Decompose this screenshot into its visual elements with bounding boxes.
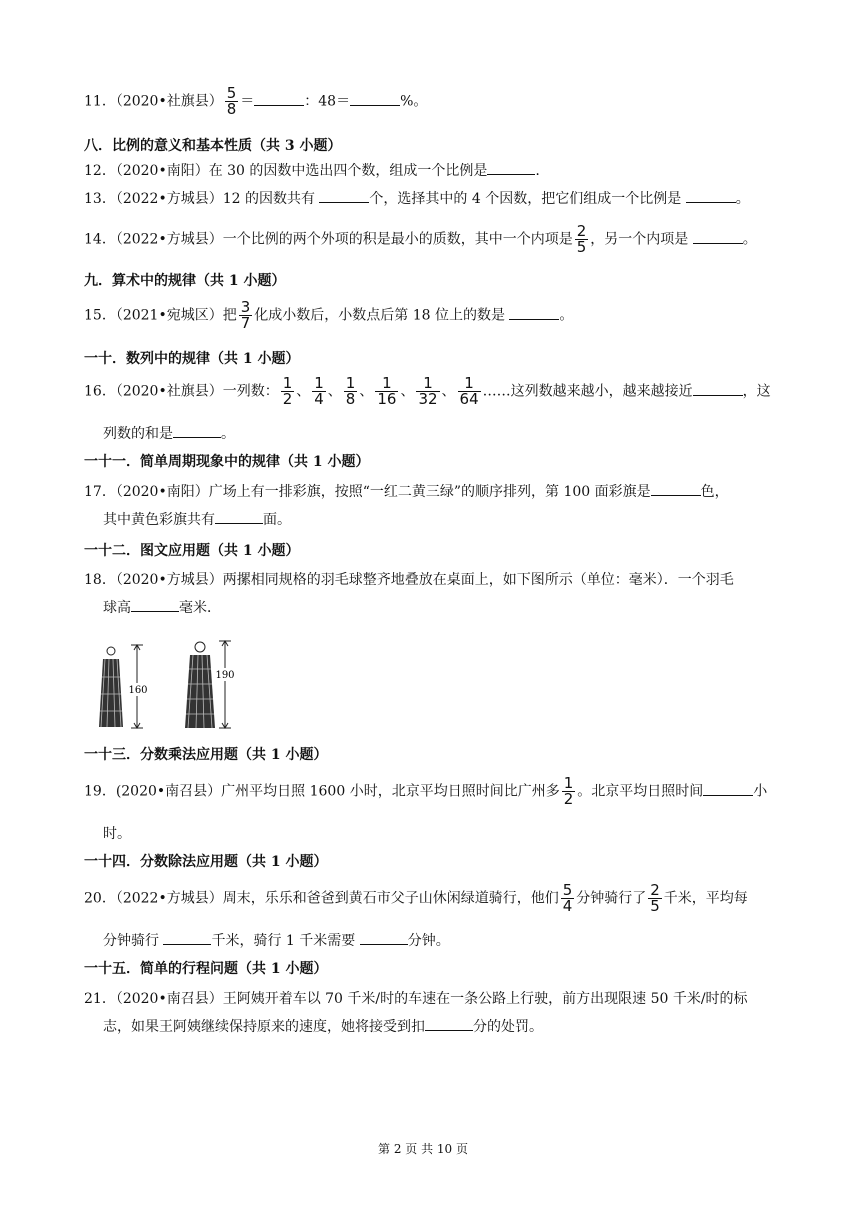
fraction: $\frac{2}{5}$ — [650, 881, 660, 915]
answer-blank[interactable] — [173, 423, 221, 438]
fraction: $\frac{1}{2}$ — [563, 774, 574, 808]
svg-text:160: 160 — [128, 685, 148, 696]
answer-blank[interactable] — [425, 1016, 473, 1031]
fraction: $\frac{5}{8}$ — [226, 84, 237, 118]
question-11: 11．（2020•社旗县） $\frac{5}{8}$ ＝ ：48＝ %。 — [84, 84, 428, 118]
question-13: 13．（2022•方城县）12 的因数共有 个，选择其中的 4 个因数，把它们组成一个比例是 。 — [84, 188, 750, 210]
answer-blank[interactable] — [703, 781, 753, 796]
section-heading-8: 八．比例的意义和基本性质（共 3 小题） — [84, 138, 342, 154]
answer-blank[interactable] — [350, 91, 400, 106]
question-20-line2: 分钟骑行 千米，骑行 1 千米需要 分钟。 — [103, 930, 450, 952]
question-17-line2: 其中黄色彩旗共有 面。 — [103, 509, 291, 531]
fraction: $\frac{1}{8}$ — [345, 374, 356, 408]
fraction: $\frac{1}{64}$ — [459, 374, 479, 408]
section-heading-11: 一十一．简单周期现象中的规律（共 1 小题） — [84, 454, 370, 470]
answer-blank[interactable] — [163, 930, 211, 945]
answer-blank[interactable] — [693, 381, 743, 396]
page-footer: 第 2 页 共 10 页 — [378, 1142, 468, 1156]
fraction: $\frac{2}{5}$ — [576, 222, 587, 256]
answer-blank[interactable] — [254, 91, 304, 106]
answer-blank[interactable] — [686, 188, 736, 203]
question-17: 17．（2020•南阳）广场上有一排彩旗，按照“一红二黄三绿”的顺序排列，第 100 面彩旗是 色， — [84, 481, 729, 503]
section-heading-15: 一十五．简单的行程问题（共 1 小题） — [84, 961, 328, 977]
question-21-line2: 志，如果王阿姨继续保持原来的速度，她将接受到扣 分的处罚。 — [103, 1016, 543, 1038]
shuttlecock-stack-figure — [97, 639, 247, 731]
question-12: 12．（2020•南阳）在 30 的因数中选出四个数，组成一个比例是 . — [84, 160, 540, 182]
question-15: 15．（2021•宛城区）把 $\frac{3}{7}$ 化成小数后，小数点后第 18 位上的数是 。 — [84, 298, 574, 332]
question-18: 18．（2020•方城县）两摞相同规格的羽毛球整齐地叠放在桌面上，如下图所示（单位：毫米）．一个羽毛 — [84, 572, 734, 588]
fraction: $\frac{5}{4}$ — [562, 881, 573, 915]
section-heading-12: 一十二．图文应用题（共 1 小题） — [84, 543, 300, 559]
question-18-line2: 球高 毫米． — [103, 597, 221, 619]
question-16-line2: 列数的和是 。 — [103, 423, 235, 445]
fraction: $\frac{3}{7}$ — [240, 298, 251, 332]
answer-blank[interactable] — [360, 930, 408, 945]
answer-blank[interactable] — [509, 305, 559, 320]
section-heading-13: 一十三．分数乘法应用题（共 1 小题） — [84, 747, 328, 763]
question-19: 19．(2020•南召县）广州平均日照 1600 小时，北京平均日照时间比广州多 $\frac{1}{2}$ 。北京平均日照时间 小 — [84, 774, 768, 808]
question-16: 16．（2020•社旗县）一列数： $\frac{1}{2}$ 、 $\frac{1}{4}$ 、 $\frac{1}{8}$ 、 $\frac{1}{16}$ 、 $\frac{1}{32}$ 、 $\frac{1}{64}$ ……这列数越来越小，越来越接近 ，这 — [84, 374, 771, 408]
svg-text:190: 190 — [215, 670, 235, 681]
question-14: 14．（2022•方城县）一个比例的两个外项的积是最小的质数，其中一个内项是 $\frac{2}{5}$ ，另一个内项是 。 — [84, 222, 757, 256]
answer-blank[interactable] — [131, 597, 179, 612]
section-heading-14: 一十四．分数除法应用题（共 1 小题） — [84, 854, 328, 870]
question-19-line2: 时。 — [103, 826, 131, 842]
fraction: $\frac{1}{2}$ — [282, 374, 293, 408]
section-heading-10: 一十．数列中的规律（共 1 小题） — [84, 351, 300, 367]
question-20: 20．（2022•方城县）周末，乐乐和爸爸到黄石市父子山休闲绿道骑行，他们 $\frac{5}{4}$ 分钟骑行了 $\frac{2}{5}$ 千米，平均每 — [84, 881, 748, 915]
shuttlecock-stack-short — [99, 645, 148, 728]
shuttlecock-stack-tall — [185, 641, 235, 728]
fraction: $\frac{1}{4}$ — [314, 374, 324, 408]
fraction: $\frac{1}{16}$ — [377, 374, 397, 408]
answer-blank[interactable] — [215, 509, 263, 524]
answer-blank[interactable] — [319, 188, 369, 203]
fraction: $\frac{1}{32}$ — [418, 374, 438, 408]
section-heading-9: 九．算术中的规律（共 1 小题） — [84, 273, 286, 289]
answer-blank[interactable] — [487, 160, 535, 175]
question-21: 21．（2020•南召县）王阿姨开着车以 70 千米/时的车速在一条公路上行驶，前方出现限速 50 千米/时的标 — [84, 991, 748, 1007]
answer-blank[interactable] — [651, 481, 701, 496]
answer-blank[interactable] — [693, 229, 743, 244]
